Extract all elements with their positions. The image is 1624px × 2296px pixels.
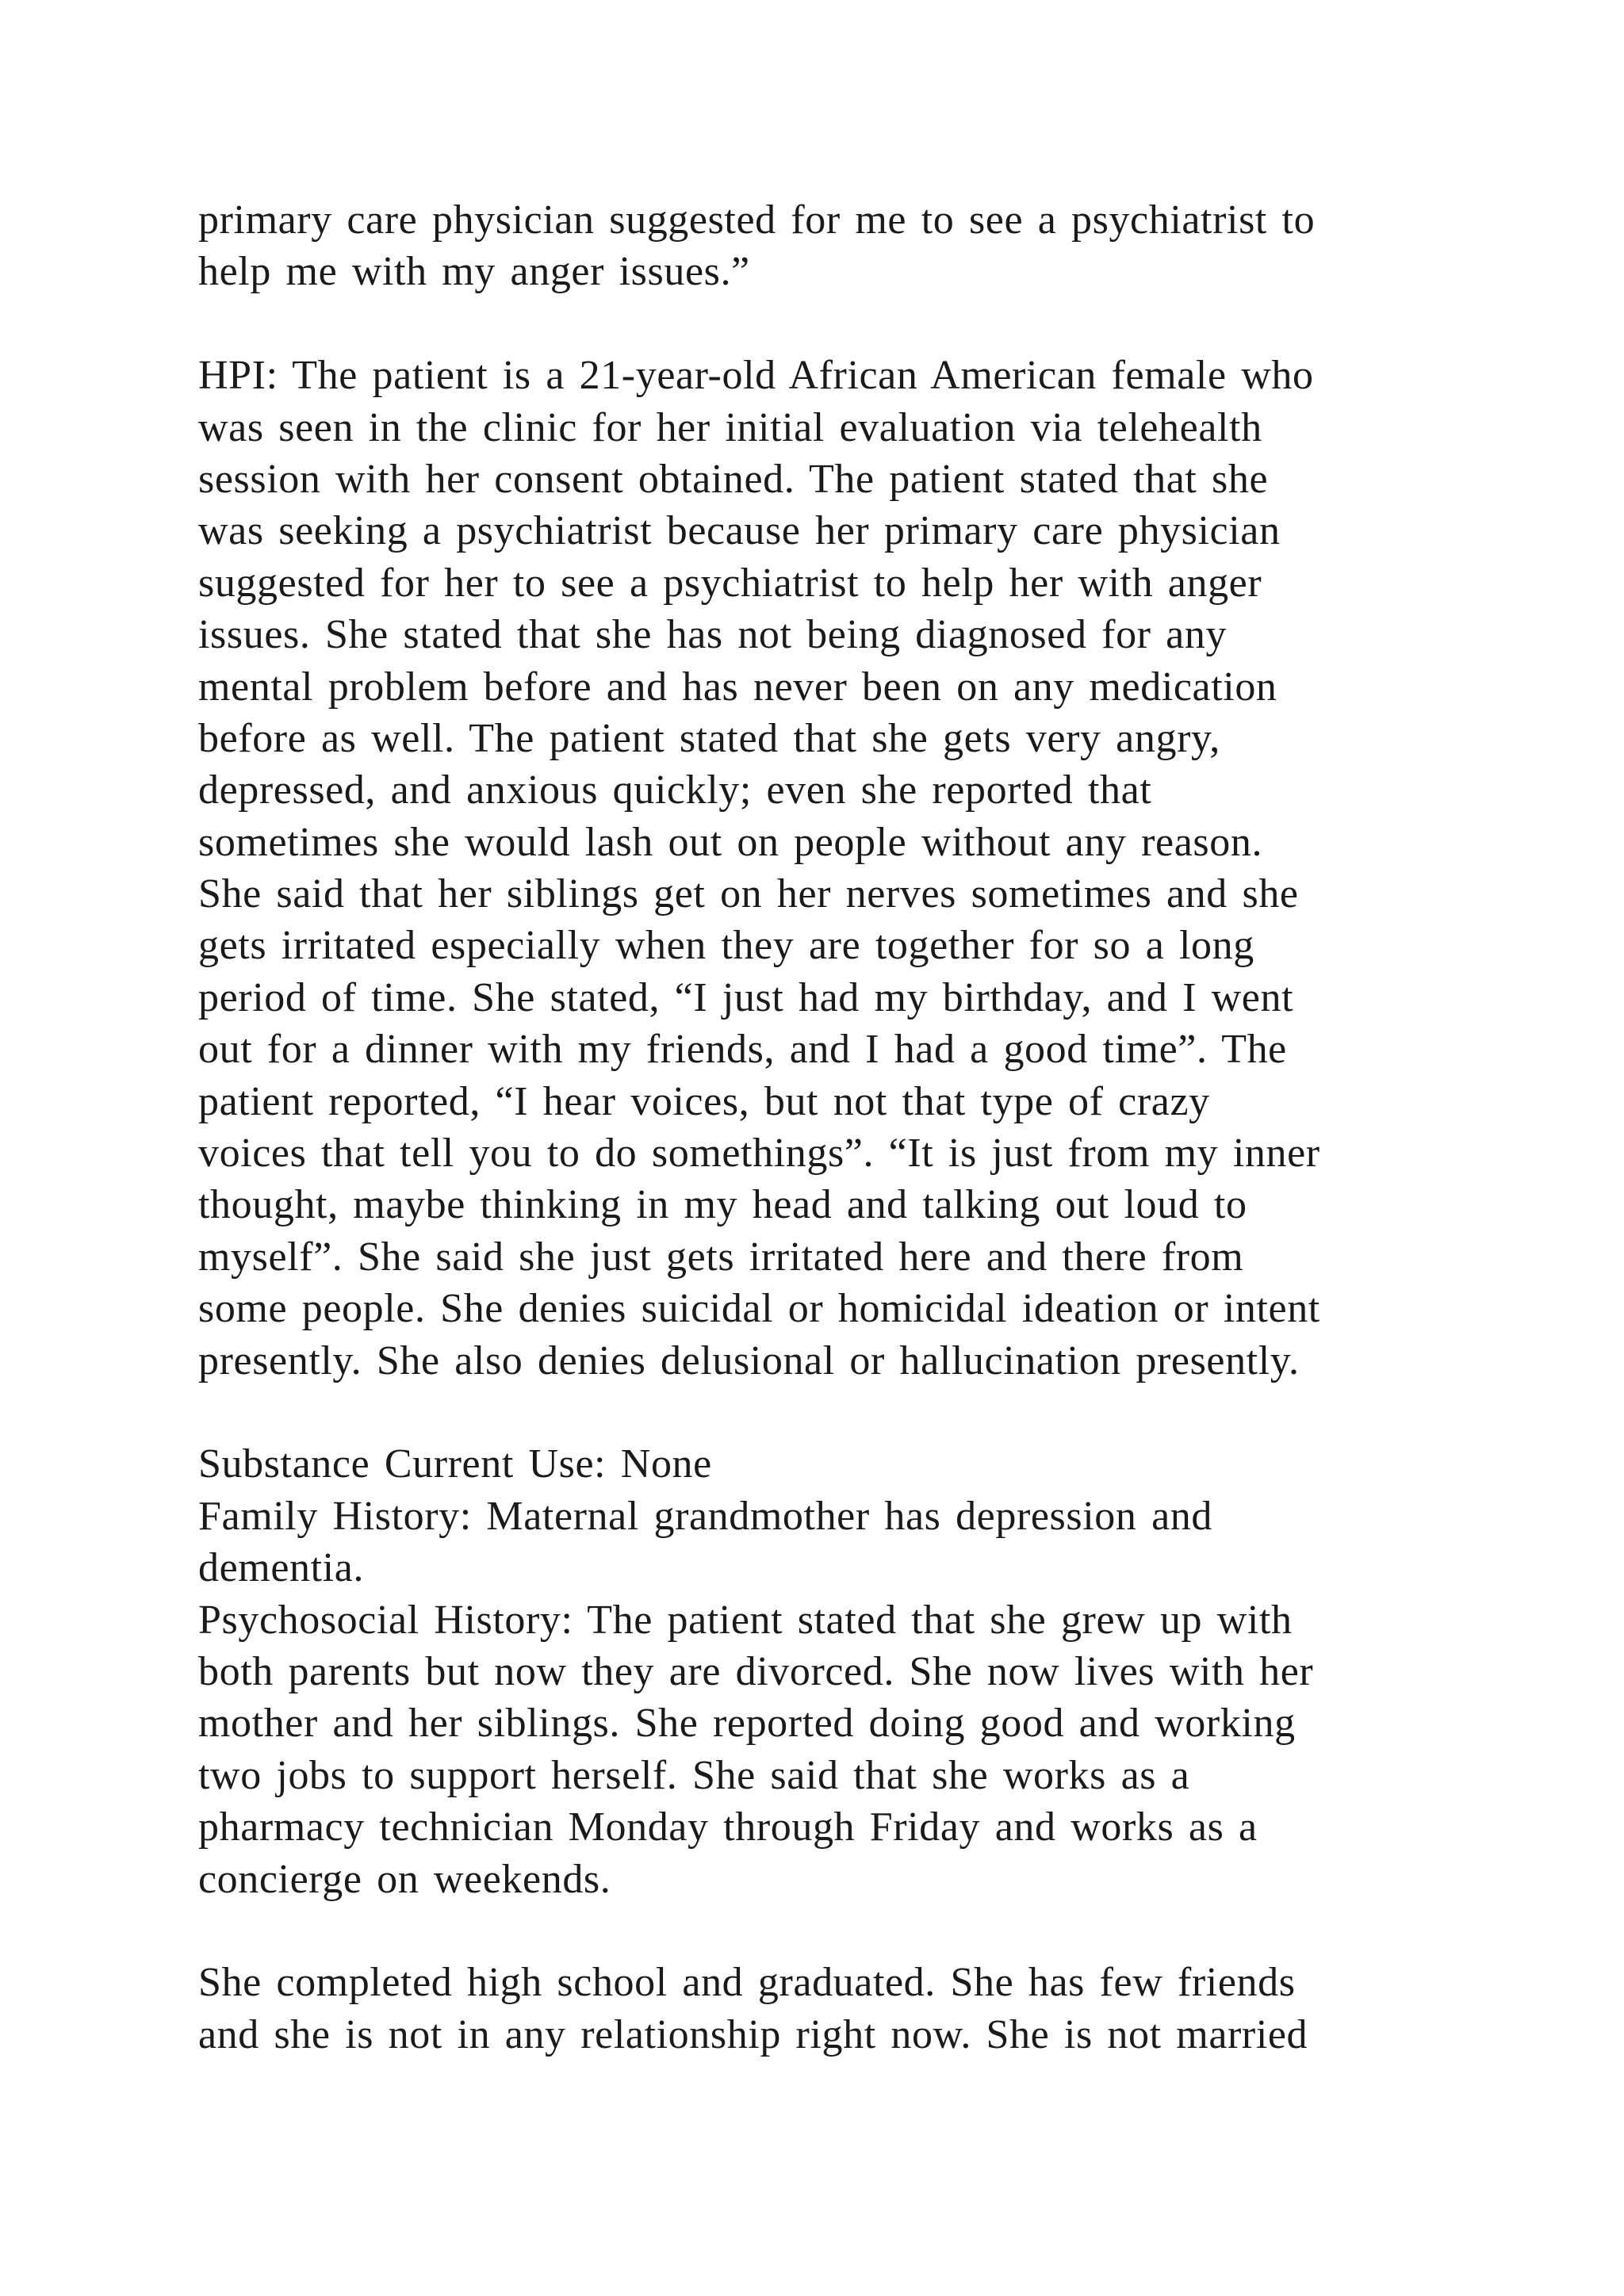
text-line: She said that her siblings get on her nerves sometimes and she <box>198 871 1299 917</box>
text-line: was seeking a psychiatrist because her primary care physician <box>198 508 1281 554</box>
text-line: primary care physician suggested for me to see a psychiatrist to <box>198 197 1316 243</box>
text-line: issues. She stated that she has not being diagnosed for any <box>198 612 1228 658</box>
paragraph-gap <box>198 1905 1435 1957</box>
text-line: gets irritated especially when they are together for so a long <box>198 923 1254 969</box>
text-line: out for a dinner with my friends, and I had a good time”. The <box>198 1027 1287 1073</box>
text-line: concierge on weekends. <box>198 1856 611 1902</box>
text-line: pharmacy technician Monday through Friday and works as a <box>198 1804 1258 1850</box>
paragraph-gap <box>198 298 1435 350</box>
text-line: help me with my anger issues.” <box>198 249 750 295</box>
text-line: myself”. She said she just gets irritated here and there from <box>198 1234 1244 1280</box>
text-line: before as well. The patient stated that she gets very angry, <box>198 715 1220 761</box>
text-line: Substance Current Use: None <box>198 1441 712 1487</box>
text-line: depressed, and anxious quickly; even she reported that <box>198 767 1152 813</box>
text-line: mother and her siblings. She reported doing good and working <box>198 1701 1296 1747</box>
text-line: voices that tell you to do somethings”. “It is just from my inner <box>198 1131 1320 1177</box>
text-line: Psychosocial History: The patient stated that she grew up with <box>198 1597 1293 1643</box>
text-line: patient reported, “I hear voices, but not that type of crazy <box>198 1078 1210 1124</box>
text-line: dementia. <box>198 1545 364 1591</box>
document-body <box>198 194 1435 2061</box>
text-line: presently. She also denies delusional or hallucination presently. <box>198 1337 1300 1383</box>
text-line: two jobs to support herself. She said that she works as a <box>198 1752 1190 1798</box>
text-line: session with her consent obtained. The patient stated that she <box>198 456 1269 502</box>
text-line: and she is not in any relationship right now. She is not married <box>198 2011 1308 2057</box>
text-line: She completed high school and graduated. She has few friends <box>198 1960 1296 2006</box>
text-line: mental problem before and has never been on any medication <box>198 664 1277 710</box>
text-line: HPI: The patient is a 21-year-old African American female who <box>198 353 1314 399</box>
text-line: thought, maybe thinking in my head and talking out loud to <box>198 1182 1247 1228</box>
paragraph-gap <box>198 1387 1435 1438</box>
text-line: both parents but now they are divorced. She now lives with her <box>198 1648 1314 1694</box>
text-line: suggested for her to see a psychiatrist to help her with anger <box>198 560 1262 606</box>
text-line: sometimes she would lash out on people without any reason. <box>198 819 1263 865</box>
text-line: period of time. She stated, “I just had my birthday, and I went <box>198 974 1294 1020</box>
text-line: was seen in the clinic for her initial evaluation via telehealth <box>198 404 1262 450</box>
text-line: Family History: Maternal grandmother has depression and <box>198 1493 1212 1539</box>
text-line: some people. She denies suicidal or homicidal ideation or intent <box>198 1286 1320 1332</box>
